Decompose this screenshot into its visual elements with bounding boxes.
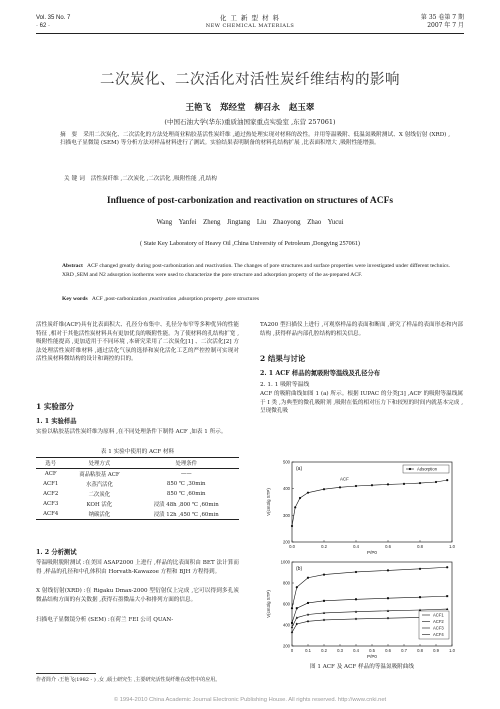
section-1-2-heading: 1. 2 分析测试 [36,549,77,556]
plot-frame [292,462,452,542]
figure-1-caption: 图 1 ACF 及 ACF 样品的等温氮吸附曲线 [310,664,414,670]
table-cell: 浸渍 48h ,800 ℃ ,60min [153,502,219,508]
section-1-2-text-1: 等温吸附脱附测试 :在美国 ASAP2000 上进行 ,样品的比表面积由 BET 法计算而得 ,样品的孔径和中孔体积由 Horvath-Kawazoe 方程和 BJH 方程得到。 [36,560,239,575]
table-row [36,509,239,520]
running-header-left [36,14,70,30]
y-tick-label: 400 [283,486,290,492]
abstract-text-cn: 采用二次炭化、二次活化的方法处理商业粘胶基活性炭纤维 ,通过热处理实现对材料的改性。并用等温吸附、低温氮吸附测试、X 射线衍射 (XRD) ,扫描电子显微镜 (SEM) 等分析方法对样品材料进行了测试。实验结果表明制备的材料孔结构扩展 ,比表面积增大 ,吸附性能增强。 [60,132,450,147]
data-point [291,525,293,527]
table-cell: ACF3 [43,501,59,507]
figure-1 [262,458,462,660]
keywords-text-en: ACF ,post-carbonization ,reactivation ,adsorption property ,pore structures [91,296,259,302]
data-point [307,620,309,623]
footnote-rule [36,673,96,674]
data-point [307,492,309,494]
keywords-en [62,296,450,302]
keywords-cn [64,174,217,182]
y-tick-label: 200 [283,643,290,649]
legend-label-adsorption: Adsorption [417,466,438,472]
page-number: · 62 · [36,23,51,29]
data-point [323,600,325,602]
table-cell: ACF1 [43,481,59,487]
x-tick-label: 0.7 [401,648,407,653]
x-tick-label: 0.2 [321,648,327,653]
data-point [323,619,325,622]
article-title-cn: 二次炭化、二次活化对活性炭纤维结构的影响 [100,72,400,88]
data-point [323,488,325,490]
table-cell: 浸渍 12h ,450 ℃ ,60min [133,509,239,520]
table-cell: ACF [44,471,57,477]
table-header-cell: 处理方式 [65,458,133,469]
data-point [291,626,293,628]
table-cell: —— [180,471,192,477]
data-point [355,571,357,573]
data-point [446,595,448,597]
affiliation-cn: (中国石油大学(华东)重质油国家重点实验室 ,东营 257061) [164,118,336,126]
curve-annotation: ACF [340,476,349,482]
data-point [291,607,293,609]
keywords-label-cn: 关键词 [64,176,87,182]
legend-label-acf2: ACF2 [433,619,444,624]
section-1-2-text-3: 扫描电子显微镜分析 (SEM) :在荷兰 FEI 公司 QUAN- [36,617,174,623]
table-cell: ACF4 [36,509,65,520]
intro-paragraph [36,321,239,364]
x-axis-label: P/P0 [367,654,377,659]
abstract-en [62,262,450,279]
volume-issue: Vol. 35 No. 7 [36,15,71,21]
table-row [36,469,239,480]
data-point [446,566,448,568]
date-cn: 2007 年 7 月 [427,22,464,29]
data-point [323,574,325,576]
table-1 [36,457,239,520]
abstract-text-en: ACF changed greatly during post-carbonization and reactivation. The changes of pore structures and surface properties were investigated under different technics. XRD ,SEM and N2 adsorption isotherms were used to characterize the pore structure and adsorption property of the as-prepared ACF. [62,263,450,278]
data-point [419,482,421,484]
data-point [387,617,389,620]
x-tick-label: 0.8 [417,648,423,653]
x-tick-label: 0.6 [385,648,391,653]
x-tick-label: 0.2 [321,544,327,549]
x-tick-label: 0.1 [305,648,311,653]
keywords-text-cn: 活性炭纤维 ,二次炭化 ,二次活化 ,吸附性能 ,孔结构 [90,176,217,182]
table-row [36,489,239,499]
table-cell: 850 ℃ ,60min [166,491,206,497]
data-point [355,485,357,487]
section-2-heading: 2 结果与讨论 [260,354,306,363]
journal-name-en: NEW CHEMICAL MATERIALS [205,23,295,29]
data-point [403,483,405,485]
data-point [446,479,448,481]
data-point [355,598,357,600]
section-1-1-heading: 1. 1 实验样品 [36,418,77,425]
table-row [36,479,239,489]
legend-label-acf3: ACF3 [433,625,444,631]
table-header-cell: 处理条件 [133,458,239,469]
legend-marker [409,468,411,470]
x-tick-label: 0.6 [385,544,391,549]
section-2-1-1-heading: 2. 1. 1 吸附等温线 [260,382,310,388]
x-tick-label: 0.3 [337,648,343,653]
y-tick-label: 300 [283,512,290,518]
x-tick-label: 0.4 [353,648,359,653]
abstract-label-en: Abstract [62,263,83,269]
authors-en: Wang Yanfei Zheng Jingtang Liu Zhaoyong Zhao Yucui [156,219,344,226]
x-axis-label: P/P0 [367,550,377,555]
table-header-row [36,458,239,469]
panel-label: (a) [296,466,303,472]
section-2-1-1-text: ACF 的吸附曲线如图 1 (a) 所示。根据 IUPAC 的分类[3] ,ACF 的吸附等温线属于 I 类 ,为典型的微孔吸附剂 ,吸附在低的相对压力下和较短的时间内就基本完成 ,呈现微孔吸 [260,391,463,415]
table-cell: 二次炭化 [88,492,111,498]
data-point [296,607,298,609]
data-point [435,481,437,483]
legend-label-acf4: ACF4 [433,632,444,637]
sem-continuation-text: TA200 型扫描仪上进行 ,可观察样品的表面和断面 ,研究了样品的表面形态和内部结构 ,获得样品内部孔腔结构的相关信息。 [260,322,463,337]
data-point [419,568,421,570]
article-title-en: Influence of post-carbonization and reactivation on structures of ACFs [106,196,394,206]
x-tick-label: 0 [290,648,294,653]
table-cell: 850 ℃ ,30min [166,481,206,487]
footnote: 作者简介 :王艳飞(1982 - ) ,女 ,硕士研究生 ,主要研究活性炭纤维在改性中的应用。 [36,677,221,683]
x-tick-label: 1.0 [449,544,455,549]
y-tick-label: 400 [283,622,290,628]
isotherm-chart [262,458,462,660]
abstract-label-cn: 摘 要 [60,132,80,138]
data-point [291,622,293,624]
y-tick-label: 600 [283,601,290,607]
x-tick-label: 0.4 [353,544,359,549]
data-point [371,484,373,486]
intro-text: 活性炭纤维(ACF)具有比表面积大、孔径分布集中、孔径分布窄等多种优异的性能特征 ,相对于其他活性炭材料具有更加优良的吸附性能。为了使材料的孔结构扩宽 ,吸附性能提高 ,更加适用于不同环境 ,本研究采用了二次炭化[1] 、二次活化[2] 方法处理活性炭纤维材料 ,通过活化气氛的选择和炭化活化工艺的严控控制可实现对活性炭材料微结构的设计和调控的目的。 [36,322,239,363]
section-1-1-text: 实验以粘胶基活性炭纤维为原料 ,在不同处理条件下制得 ACF ,如表 1 所示。 [36,429,227,435]
data-point [387,597,389,599]
y-tick-label: 1000 [280,559,290,565]
y-tick-label: 500 [283,459,290,465]
data-point [296,586,298,588]
x-tick-label: 0.0 [289,544,295,549]
journal-header [170,14,330,30]
data-point [307,577,309,579]
header-rule [36,33,464,34]
table-row [36,499,239,509]
x-tick-label: 0.9 [433,648,439,653]
x-tick-label: 0.8 [417,544,423,549]
table-1-caption: 表 1 实验中使用的 ACF 材料 [100,449,175,455]
y-axis-label: V(cm3/g STP) [266,590,271,618]
keywords-label-en: Key words [62,296,88,302]
y-axis-label: V(cm3/g STP) [266,488,271,516]
data-point [387,483,389,485]
copyright-line: © 1994-2010 China Academic Journal Electronic Publishing House. All rights reserved. http://www.cnki.net [113,697,387,703]
abstract-cn [60,131,450,147]
section-2-1-heading: 2. 1 ACF 样品的氮吸附等温线及孔径分布 [260,370,381,377]
data-point [355,618,357,621]
x-tick-label: 1.0 [449,648,455,653]
data-point [419,596,421,598]
authors-cn: 王艳飞 郑经堂 柳召永 赵玉翠 [185,103,315,113]
table-cell: KOH 活化 [86,502,113,508]
affiliation-en: ( State Key Laboratory of Heavy Oil ,China University of Petroleum ,Dongying 257061) [140,240,360,247]
data-point [307,602,309,604]
legend-label-acf1: ACF1 [433,612,444,618]
table-cell: 水蒸汽活化 [85,482,113,488]
journal-name-cn: 化 工 新 型 材 料 [219,14,281,22]
data-point [387,569,389,571]
table-cell: 纳碳活化 [65,509,133,520]
volume-cn: 第 35 卷第 7 期 [420,14,464,21]
y-tick-label: 800 [283,580,290,586]
y-tick-label: 200 [283,539,290,545]
table-cell: 商品粘胶基 ACF [79,472,120,478]
x-tick-label: 0.5 [369,648,375,653]
running-header-right [421,14,464,30]
section-1-heading: 1 实验部分 [36,402,74,411]
table-header-cell: 选号 [36,458,65,469]
table-cell: ACF2 [43,491,59,497]
series-line-adsorption [292,480,447,526]
data-point [294,506,296,508]
data-point [299,497,301,499]
panel-label: (b) [296,566,303,572]
data-point [339,486,341,488]
section-1-2-text-2: X 射线衍射(XRD) :在 Rigaku Dmax-2000 型衍射仪上完成 ,它可以得到多孔炭微晶结构方面的有关数据 ,获得石墨微晶大小和排列方面的信息。 [36,588,239,603]
